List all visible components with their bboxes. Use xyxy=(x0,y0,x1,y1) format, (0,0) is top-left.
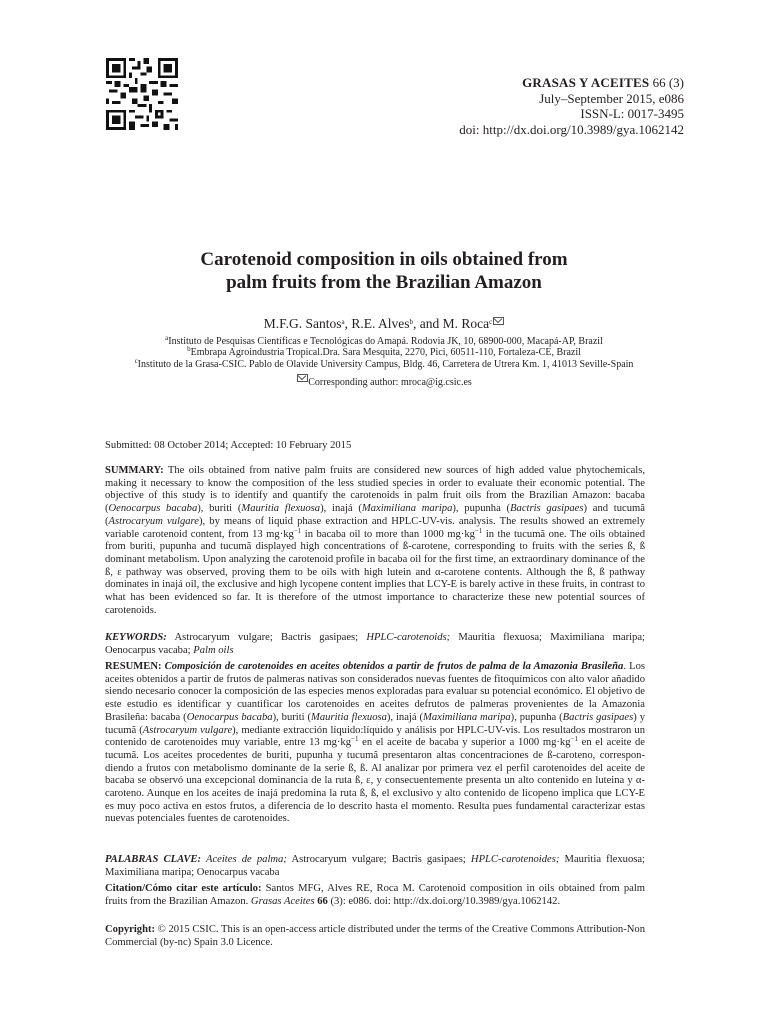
journal-header xyxy=(459,75,684,137)
resumen-text: en el aceite de bacaba y superior a 1000 mg·kg xyxy=(358,737,571,749)
citation-volume: 66 xyxy=(314,895,328,907)
title-line-1: Carotenoid composition in oils obtained from xyxy=(200,249,568,270)
resumen-text: ), buriti ( xyxy=(272,711,312,723)
resumen-label: RESUMEN: xyxy=(105,661,162,672)
author-name: M. Roca xyxy=(442,316,490,331)
summary-text: ), by means of liquid phase extraction and HPLC-UV-vis. analysis. The results showed an extremely variable carotenoid content, from 13 mg·kg xyxy=(105,515,646,540)
citation-text[interactable]: (3): e086. doi: http://dx.doi.org/10.3989/gya.1062142. xyxy=(327,895,561,907)
journal-date: July–September 2015, e086 xyxy=(539,90,684,106)
resumen-title: Composición de carotenoides en aceites obtenidos a partir de frutos de palma de la Amazonia Brasileña xyxy=(161,661,624,672)
species-name: Mauritia flexuosa xyxy=(311,711,387,723)
copyright-text: © 2015 CSIC. This is an open-access article distributed under the terms of the Creative Commons Attribution-Non Commercial (by-nc) Spain 3.0 Licence. xyxy=(105,924,645,948)
resumen-text: . Los aceites obtenidos a partir de frutos de palmeras nativas son considerados nuevas fuentes de fitoquímicos con alto valor añadido siendo necesario conocer la composición de las especies menos exploradas para evaluar su potencial económico. El objetivo de este estudio es identificar y cuantificar los carotenoides en aceites defrutos de palmeras provenientes de la Amazonia Brasileña: bacaba ( xyxy=(105,661,645,723)
submission-dates: Submitted: 08 October 2014; Accepted: 10 February 2015 xyxy=(105,440,352,451)
resumen-text: en el aceite de tucumã. Los aceites procedentes de buriti, pupunha y tucumã presentaron altas concentraciones de ß-caroteno, correspondiendo a frutos con metabolismo dominante de la serie ß, ß. Al analizar por primera vez el perfil carotenoides del aceite de bacaba se observó una excepcional dominancia de la ruta ß, ε, y consecuentemente presenta un alto contenido en luteina y α-caroteno. Aunque en los aceites de inajá predomina la ruta ß, ß, el exclusivo y alto contenido de licopeno implica que LCY-E es muy poco activa en estos frutos, a diferencia de lo descrito hasta el momento. Resulta pues fundamental caracterizar estas nuevas potenciales fuentes de carotenoides. xyxy=(105,737,645,825)
unit-exponent: −1 xyxy=(474,526,483,535)
keywords-text: Palm oils xyxy=(193,644,234,656)
affiliation-text: Instituto de Pesquisas Científicas e Tecnológicas do Amapá. Rodovia JK, 10, 68900-000, Macapá-AP, Brazil xyxy=(168,336,603,347)
species-name: Mauritia flexuosa xyxy=(241,503,321,515)
summary-paragraph xyxy=(105,465,645,617)
resumen-text: ), mediante extracción líquido:líquido y análisis por HPLC-UV-vis. Los resultados mostraron un contenido de carotenoides muy variable, entre 13 mg·kg xyxy=(105,724,646,749)
journal-issn: ISSN-L: 0017-3495 xyxy=(580,106,684,121)
author-affil-mark: c xyxy=(489,318,493,326)
keywords-text: HPLC-carotenoids; xyxy=(366,632,451,643)
unit-exponent: −1 xyxy=(351,735,359,744)
species-name: Astrocaryum vulgare xyxy=(142,724,233,736)
journal-name-line xyxy=(459,75,684,91)
citation-journal: Grasas Aceites xyxy=(250,895,315,907)
copyright-label: Copyright: xyxy=(105,924,156,935)
affiliation-a xyxy=(0,336,768,347)
species-name: Oenocarpus bacaba xyxy=(186,711,273,723)
envelope-icon xyxy=(297,374,308,382)
author-separator: , xyxy=(344,316,352,331)
keywords-text: Mauritia flexuosa; Maximiliana maripa; Oenocarpus vacaba xyxy=(105,854,646,878)
corresponding-author xyxy=(0,374,768,388)
author-name: R.E. Alves xyxy=(351,316,410,331)
qr-code-icon xyxy=(106,58,178,130)
unit-exponent: −1 xyxy=(570,735,578,744)
journal-name: GRASAS Y ACEITES xyxy=(522,75,650,90)
summary-text: The oils obtained from native palm fruits are considered new sources of high added value phytochemicals, making it necessary to know the composition of the less studied species in order to evaluate their economic potential. The objective of this study is to identify and quantify the carotenoids in palm fruit oils from the Brazilian Amazon: bacaba ( xyxy=(105,465,645,515)
envelope-icon xyxy=(493,317,504,325)
author-affil-mark: b xyxy=(409,318,413,326)
palabras-clave-label: PALABRAS CLAVE: xyxy=(105,854,202,865)
affiliation-mark: c xyxy=(134,356,138,365)
summary-text: ), inajá ( xyxy=(320,503,362,515)
affiliation-mark: b xyxy=(187,345,191,354)
author-affil-mark: a xyxy=(341,318,345,326)
resumen-paragraph xyxy=(105,661,645,826)
copyright-paragraph xyxy=(105,924,645,949)
citation-text: Santos MFG, Alves RE, Roca M. Carotenoid composition in oils obtained from palm fruits from the Brazilian Amazon. xyxy=(105,883,645,907)
title-line-2: palm fruits from the Brazilian Amazon xyxy=(226,272,542,293)
citation-paragraph xyxy=(105,883,645,908)
summary-text: ) and tucumã ( xyxy=(105,503,645,527)
resumen-text: ), inajá ( xyxy=(386,711,424,723)
species-name: Oenocarpus bacaba xyxy=(108,503,198,515)
article-title xyxy=(0,248,768,294)
citation-label: Citation/Cómo citar este artículo: xyxy=(105,883,262,894)
affiliation-b xyxy=(0,347,768,358)
species-name: Maximiliana maripa xyxy=(361,503,453,515)
resumen-text: ), pupunha ( xyxy=(510,711,563,723)
keywords-text: Astrocaryum vulgare; Bactris gasipaes; xyxy=(286,854,471,865)
unit-exponent: −1 xyxy=(293,526,302,535)
affiliation-text: Embrapa Agroindustria Tropical.Dra. Sara Mesquita, 2270, Pici, 60511-110, Fortaleza-CE, Brazil xyxy=(190,347,581,359)
summary-text: ), pupunha ( xyxy=(452,503,511,515)
species-name: Bactris gasipaes xyxy=(510,503,584,515)
summary-label: SUMMARY: xyxy=(105,465,164,476)
keywords-text: HPLC-carotenoides; xyxy=(470,854,560,865)
affiliation-text: Instituto de la Grasa-CSIC. Pablo de Olavide University Campus, Bldg. 46, Carretera de Utrera Km. 1, 41013 Seville-Spain xyxy=(137,358,634,370)
keywords-text: Mauritia flexuosa; Maximiliana maripa; Oenocarpus vacaba; xyxy=(105,632,645,656)
species-name: Astrocaryum vulgare xyxy=(108,515,199,527)
author-list xyxy=(0,316,768,332)
author-separator: , and xyxy=(412,316,443,331)
keywords-text: Aceites de palma; xyxy=(201,854,287,865)
journal-volume: 66 (3) xyxy=(652,75,684,90)
palabras-clave-paragraph xyxy=(105,854,645,879)
affiliation-mark: a xyxy=(165,334,169,342)
keywords-paragraph xyxy=(105,632,645,657)
resumen-text: ) y tucumã ( xyxy=(105,711,645,736)
species-name: Bactris gasipaes xyxy=(562,711,634,723)
summary-text: in the tucumã one. The oils obtained from buriti, pupunha and tucumã displayed high concentrations of ß-carotene, corresponding to fruits with the series ß, ß dominant metabolism. Upon analyzing the carotenoid profile in bacaba oil for the first time, an extraordinary dominance of the ß, ε pathway was observed, proving them to be oils with high lutein and α-carotene contents. Although the ß, ß pathway dominates in inajá oil, the exclusive and high lycopene content implies that LCY-E is barely active in these fruits, in contrast to what has been evidenced so far. It is therefore of the utmost importance to characterize these new potential sources of carotenoids. xyxy=(105,528,645,616)
author-name: M.F.G. Santos xyxy=(263,316,342,331)
summary-text: in bacaba oil to more than 1000 mg·kg xyxy=(301,528,475,540)
affiliation-c xyxy=(0,356,768,370)
affiliations xyxy=(0,336,768,370)
keywords-text: Astrocaryum vulgare; Bactris gasipaes; xyxy=(166,632,367,643)
keywords-label: KEYWORDS: xyxy=(105,632,167,643)
journal-doi[interactable]: doi: http://dx.doi.org/10.3989/gya.1062142 xyxy=(459,121,684,137)
species-name: Maximiliana maripa xyxy=(423,711,511,723)
summary-text: ), buriti ( xyxy=(197,503,242,515)
corresponding-author-text[interactable]: Corresponding author: mroca@ig.csic.es xyxy=(308,377,472,388)
